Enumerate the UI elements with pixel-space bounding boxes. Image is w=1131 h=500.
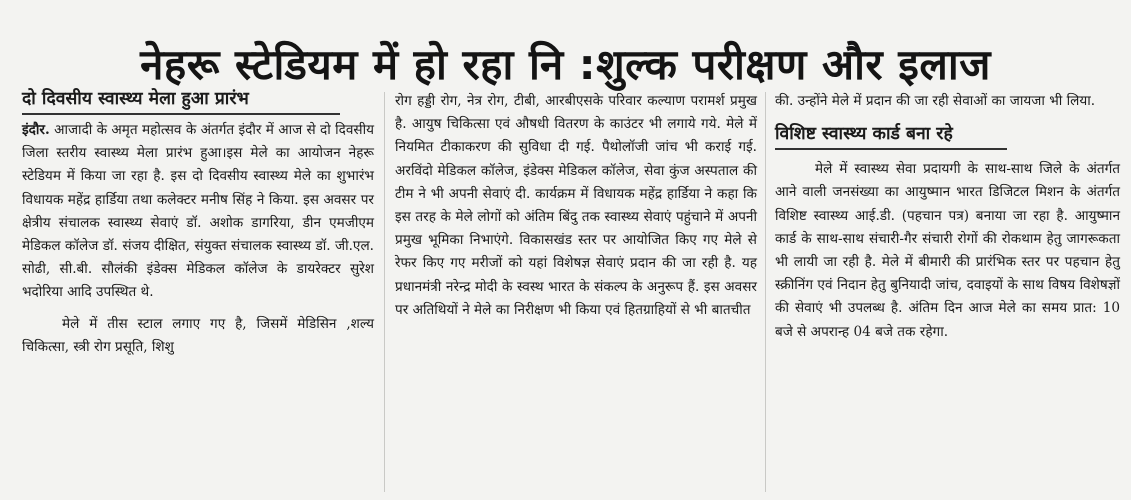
article-paragraph: की. उन्होंने मेले में प्रदान की जा रही सेवाओं का जायजा भी लिया. [775, 93, 1096, 109]
paragraph-text: आजादी के अमृत महोत्सव के अंतर्गत इंदौर में आज से दो दिवसीय जिला स्तरीय स्वास्थ्य मेला प्रारंभ हुआ।इस मेले का आयोजन नेहरू स्टेडियम में किया जा रहा है. इस दो दिवसीय स्वास्थ्य मेले का शुभारंभ विधायक महेंद्र हार्डिया तथा कलेक्टर मनीष सिंह ने किया. इस अवसर पर क्षेत्रीय संचालक स्वास्थ्य सेवाएं डॉ. अशोक डागरिया, डीन एमजीएम मेडिकल कॉलेज डॉ. संजय दीक्षित, संयुक्त संचालक स्वास्थ्य डॉ. जी.एल. सोढी, सी.बी. सौलंकी इंडेक्स मेडिकल कॉलेज के डायरेक्टर सुरेश भदोरिया आदि उपस्थित थे. [22, 122, 375, 301]
article-paragraph [22, 119, 374, 305]
column-3 [775, 90, 1120, 344]
article-paragraph: मेले में तीस स्टाल लगाए गए है, जिसमें मेडिसिन ,शल्य चिकित्सा, स्त्री रोग प्रसूति, शिशु [22, 315, 374, 355]
article-paragraph: रोग हड्डी रोग, नेत्र रोग, टीबी, आरबीएसके परिवार कल्याण परामर्श प्रमुख है. आयुष चिकित्सा एवं औषधी वितरण के काउंटर भी लगाये गये. मेले में नियमित टीकाकरण की सुविधा दी गई. पैथोलॉजी जांच भी कराई गई. अरविंदो मेडिकल कॉलेज, इंडेक्स मेडिकल कॉलेज, सेवा कुंज अस्पताल की टीम ने भी अपनी सेवाएं दी. कार्यक्रम में विधायक महेंद्र हार्डिया ने कहा कि इस तरह के मेले लोगों को अंतिम बिंदु तक स्वास्थ्य सेवाएं पहुंचाने में अपनी प्रमुख भूमिका निभाएंगे. विकासखंड स्तर पर आयोजित किए गए मेले से रेफर किए गए मरीजों को यहां विशेषज्ञ सेवाएं प्रदान की जा रही है. यह प्रधानमंत्री नरेन्द्र मोदी के स्वस्थ भारत के संकल्प के अनुरूप हैं. इस अवसर पर अतिथियों ने मेले का निरीक्षण भी किया एवं हितग्राहियों से भी बातचीत [395, 93, 758, 318]
headline: नेहरू स्टेडियम में हो रहा नि :शुल्क परीक्षण और इलाज [140, 40, 991, 90]
subheading-health-fair: दो दिवसीय स्वास्थ्य मेला हुआ प्रारंभ [22, 86, 340, 115]
column-2 [395, 90, 757, 322]
subheading-health-card: विशिष्ट स्वास्थ्य कार्ड बना रहे [775, 121, 1007, 150]
article-paragraph: मेले में स्वास्थ्य सेवा प्रदायगी के साथ-साथ जिले के अंतर्गत आने वाली जनसंख्या का आयुष्मान भारत डिजिटल मिशन के अंतर्गत विशिष्ट स्वास्थ्य आई.डी. (पहचान पत्र) बनाया जा रहा है. आयुष्मान कार्ड के साथ-साथ संचारी-गैर संचारी रोगों की रोकथाम हेतु जागरूकता भी लायी जा रही है. मेले में बीमारी की प्रारंभिक स्तर पर पहचान हेतु स्क्रीनिंग एवं निदान हेतु बुनियादी जांच, दवाइयों के साथ विषय विशेषज्ञों की सेवाएं भी उपलब्ध है. अंतिम दिन आज मेले का समय प्रात: 10 बजे से अपरान्ह 04 बजे तक रहेगा. [775, 161, 1120, 340]
column-1 [22, 86, 374, 359]
column-divider [765, 92, 766, 492]
dateline: इंदौर. [22, 122, 50, 138]
column-divider [384, 92, 385, 492]
